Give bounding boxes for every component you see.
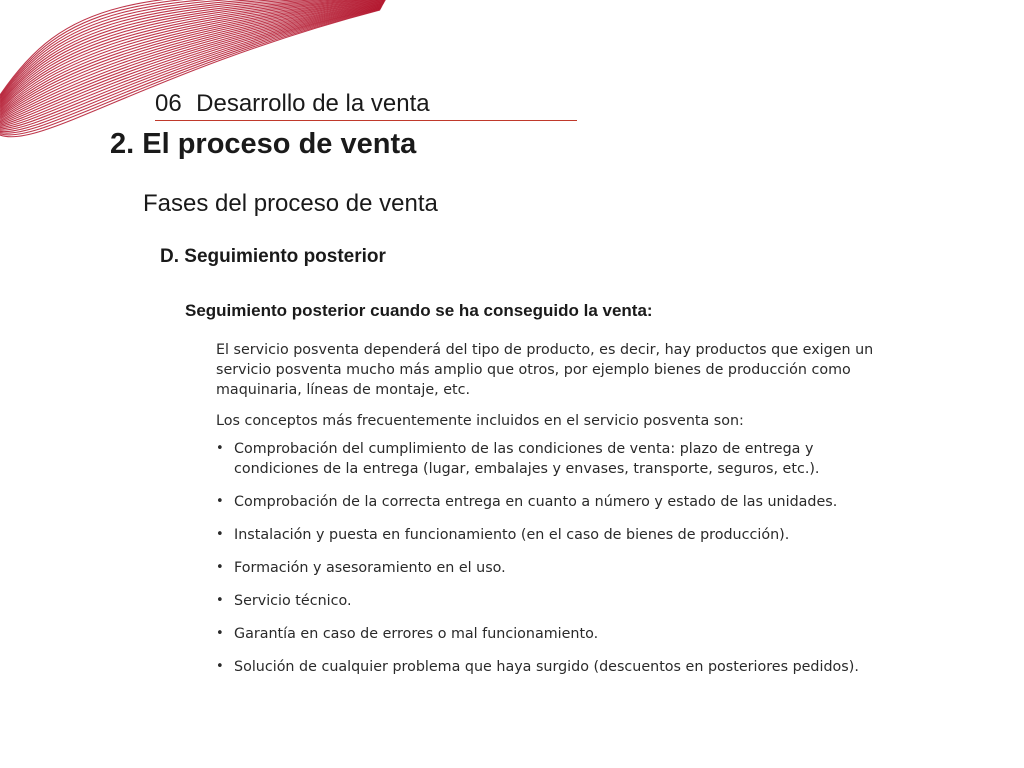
body-paragraph-2: Los conceptos más frecuentemente incluidos en el servicio posventa son: [216,413,744,429]
chapter-title: Desarrollo de la venta [196,90,430,117]
bullet-text: Garantía en caso de errores o mal funcionamiento. [234,626,599,642]
bullet-text: Comprobación del cumplimiento de las condiciones de venta: plazo de entrega y condiciones de la entrega (lugar, embalajes y envases, transporte, seguros, etc.). [234,441,820,477]
bullet-icon: • [216,441,224,456]
bullet-item [216,492,888,512]
bullet-item [216,624,888,644]
bullet-icon: • [216,527,224,542]
bullet-text: Comprobación de la correcta entrega en cuanto a número y estado de las unidades. [234,494,838,510]
bullet-list [216,439,888,677]
bullet-icon: • [216,560,224,575]
bullet-text: Solución de cualquier problema que haya surgido (descuentos en posteriores pedidos). [234,659,859,675]
bullet-text: Instalación y puesta en funcionamiento (en el caso de bienes de producción). [234,527,790,543]
chapter-header [155,90,577,121]
chapter-number: 06 [155,90,182,117]
bullet-item [216,591,888,611]
bullet-icon: • [216,626,224,641]
phase-title: D. Seguimiento posterior [160,246,386,267]
body-paragraph-1: El servicio posventa dependerá del tipo de producto, es decir, hay productos que exigen un servicio posventa mucho más amplio que otros, por ejemplo bienes de producción como maquinaria, líneas de montaje, etc. [216,342,874,398]
subtitle: Fases del proceso de venta [143,190,438,217]
body-text-block [216,340,888,690]
bullet-item [216,525,888,545]
bullet-text: Formación y asesoramiento en el uso. [234,560,506,576]
section-title: 2. El proceso de venta [110,128,417,160]
bullet-item [216,558,888,578]
bullet-item [216,439,888,479]
bullet-icon: • [216,593,224,608]
lead-text: Seguimiento posterior cuando se ha conseguido la venta: [185,301,653,320]
bullet-item [216,657,888,677]
bullet-icon: • [216,494,224,509]
bullet-text: Servicio técnico. [234,593,352,609]
bullet-icon: • [216,659,224,674]
